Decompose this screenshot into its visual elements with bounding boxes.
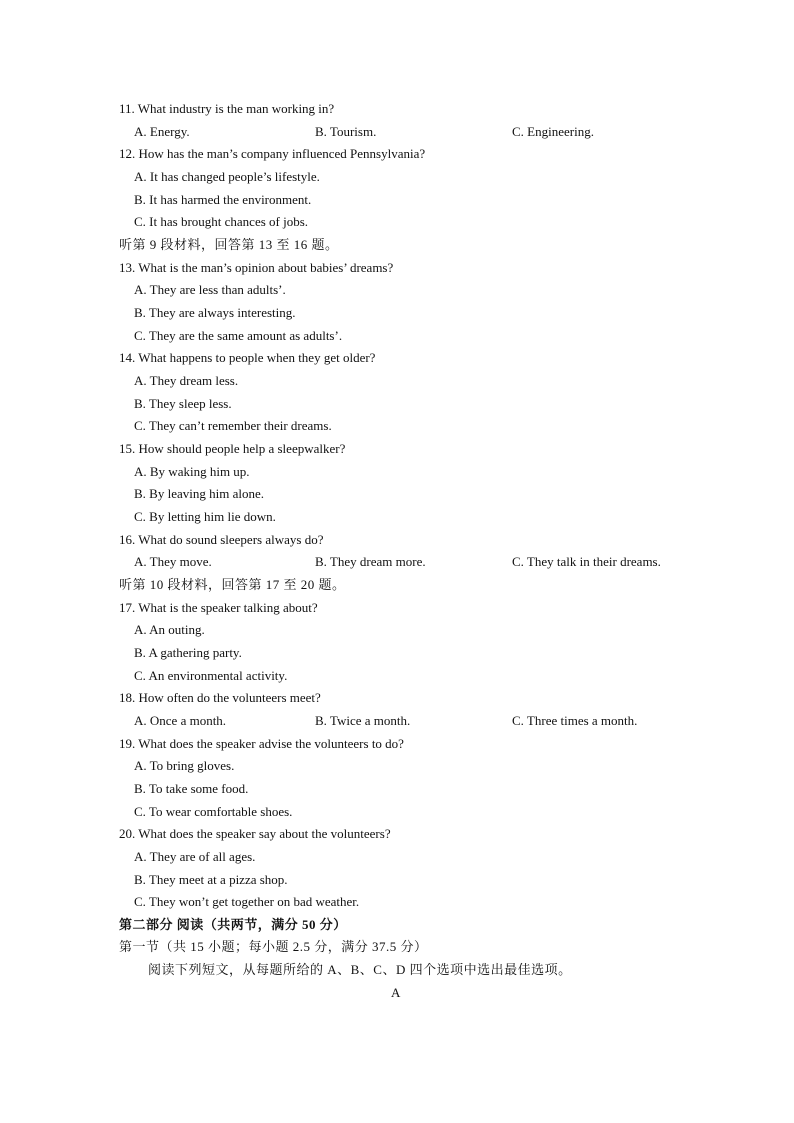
question-15-option-b: B. By leaving him alone. xyxy=(134,486,264,501)
section-1-heading: 第一节（共 15 小题；每小题 2.5 分，满分 37.5 分） xyxy=(119,939,428,954)
section-10-instruction: 听第 10 段材料，回答第 17 至 20 题。 xyxy=(119,577,346,592)
question-18-options xyxy=(134,710,734,732)
question-14-option-c: C. They can’t remember their dreams. xyxy=(134,418,332,433)
question-15-option-a: A. By waking him up. xyxy=(134,464,250,479)
question-12-stem: 12. How has the man’s company influenced Pennsylvania? xyxy=(119,146,426,161)
reading-instruction: 阅读下列短文，从每题所给的 A、B、C、D 四个选项中选出最佳选项。 xyxy=(148,962,572,977)
question-18-option-a: A. Once a month. xyxy=(134,713,227,728)
question-14-option-b: B. They sleep less. xyxy=(134,396,232,411)
question-13-option-c: C. They are the same amount as adults’. xyxy=(134,328,343,343)
question-19-stem: 19. What does the speaker advise the volunteers to do? xyxy=(119,736,404,751)
question-11-option-b: B. Tourism. xyxy=(315,124,377,139)
question-13-stem: 13. What is the man’s opinion about babies’ dreams? xyxy=(119,260,394,275)
question-18-option-b: B. Twice a month. xyxy=(315,713,411,728)
question-18-option-c: C. Three times a month. xyxy=(512,713,638,728)
question-13-option-a: A. They are less than adults’. xyxy=(134,282,286,297)
question-19-option-b: B. To take some food. xyxy=(134,781,249,796)
question-17-stem: 17. What is the speaker talking about? xyxy=(119,600,318,615)
question-20-option-c: C. They won’t get together on bad weather. xyxy=(134,894,360,909)
question-12-option-a: A. It has changed people’s lifestyle. xyxy=(134,169,320,184)
question-18-stem: 18. How often do the volunteers meet? xyxy=(119,690,321,705)
question-20-stem: 20. What does the speaker say about the volunteers? xyxy=(119,826,391,841)
question-15-stem: 15. How should people help a sleepwalker? xyxy=(119,441,346,456)
question-16-options xyxy=(134,551,734,573)
section-9-instruction: 听第 9 段材料，回答第 13 至 16 题。 xyxy=(119,237,339,252)
question-11-stem: 11. What industry is the man working in? xyxy=(119,101,335,116)
passage-label: A xyxy=(391,985,401,1000)
question-11-options xyxy=(134,121,734,143)
question-15-option-c: C. By letting him lie down. xyxy=(134,509,276,524)
question-13-option-b: B. They are always interesting. xyxy=(134,305,296,320)
question-11-option-a: A. Energy. xyxy=(134,124,190,139)
question-19-option-a: A. To bring gloves. xyxy=(134,758,235,773)
question-19-option-c: C. To wear comfortable shoes. xyxy=(134,804,293,819)
question-16-option-a: A. They move. xyxy=(134,554,212,569)
question-16-option-c: C. They talk in their dreams. xyxy=(512,554,661,569)
question-16-stem: 16. What do sound sleepers always do? xyxy=(119,532,324,547)
question-12-option-b: B. It has harmed the environment. xyxy=(134,192,312,207)
question-16-option-b: B. They dream more. xyxy=(315,554,426,569)
part-2-heading: 第二部分 阅读（共两节，满分 50 分） xyxy=(119,917,347,932)
question-17-option-c: C. An environmental activity. xyxy=(134,668,288,683)
question-17-option-a: A. An outing. xyxy=(134,622,205,637)
question-20-option-b: B. They meet at a pizza shop. xyxy=(134,872,288,887)
question-12-option-c: C. It has brought chances of jobs. xyxy=(134,214,309,229)
question-11-option-c: C. Engineering. xyxy=(512,124,594,139)
question-20-option-a: A. They are of all ages. xyxy=(134,849,256,864)
question-17-option-b: B. A gathering party. xyxy=(134,645,242,660)
question-14-option-a: A. They dream less. xyxy=(134,373,239,388)
question-14-stem: 14. What happens to people when they get older? xyxy=(119,350,376,365)
